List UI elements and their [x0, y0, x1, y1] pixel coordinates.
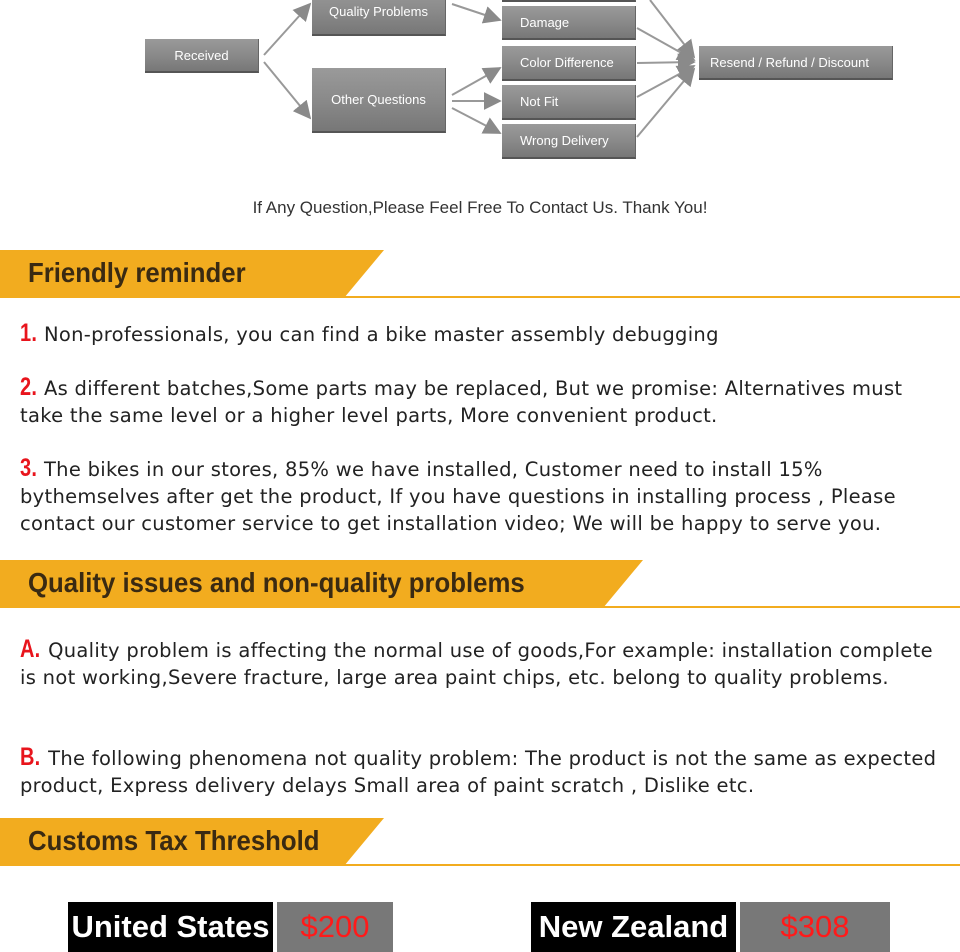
arrow-quality-damage	[452, 4, 500, 20]
section-header-customs	[0, 818, 960, 868]
arrow-color-outcome	[637, 62, 694, 63]
contact-caption: If Any Question,Please Feel Free To Contact Us. Thank You!	[252, 198, 708, 217]
arrow-other-wrong	[452, 108, 500, 133]
header-bar-slant	[603, 560, 643, 608]
arrow-received-quality	[264, 4, 310, 55]
tax-country-new-zealand: New Zealand	[531, 902, 736, 952]
item-marker: 2.	[20, 373, 38, 401]
flow-box-hidden-top	[502, 0, 636, 2]
flow-box-received: Received	[145, 39, 259, 73]
item-marker: 3.	[20, 454, 38, 482]
item-marker: A.	[20, 635, 41, 663]
quality-item-b	[20, 744, 940, 799]
item-marker: 1.	[20, 319, 38, 347]
flowchart-arrows	[0, 0, 960, 175]
flow-box-outcome: Resend / Refund / Discount	[699, 46, 893, 80]
section-title: Friendly reminder	[28, 257, 246, 288]
reminder-item-2	[20, 374, 940, 429]
tax-country-united-states: United States	[68, 902, 273, 952]
header-bar-slant	[344, 818, 384, 866]
arrow-damage-outcome	[637, 28, 694, 60]
item-text: Quality problem is affecting the normal use of goods,For example: installation complete is not working,Severe fracture, large area paint chips, etc. belong to quality problems.	[20, 639, 933, 689]
arrow-wrong-outcome	[637, 69, 694, 137]
header-bar-slant	[344, 250, 384, 298]
flow-box-not-fit: Not Fit	[502, 85, 636, 120]
item-text: Non-professionals, you can find a bike master assembly debugging	[43, 323, 719, 346]
section-title: Customs Tax Threshold	[28, 825, 320, 856]
flow-box-color-difference: Color Difference	[502, 46, 636, 81]
reminder-item-3	[20, 455, 940, 537]
arrow-other-color	[452, 68, 500, 95]
item-text: As different batches,Some parts may be replaced, But we promise: Alternatives must take the same level or a higher level parts, More convenient product.	[20, 377, 903, 427]
quality-item-a	[20, 636, 940, 691]
section-header-quality	[0, 560, 960, 610]
reminder-item-1	[20, 320, 940, 348]
flow-box-wrong-delivery: Wrong Delivery	[502, 124, 636, 159]
tax-amount-new-zealand: $308	[740, 902, 890, 952]
section-header-friendly-reminder	[0, 250, 960, 300]
flow-box-damage: Damage	[502, 6, 636, 40]
item-text: The bikes in our stores, 85% we have installed, Customer need to install 15% bythemselves after get the product, If you have questions in installing process , Please contact our customer service to get installation video; We will be happy to serve you.	[20, 458, 896, 535]
arrow-received-other	[264, 62, 310, 118]
item-text: The following phenomena not quality problem: The product is not the same as expected product, Express delivery delays Small area of paint scratch , Dislike etc.	[20, 747, 937, 797]
section-title: Quality issues and non-quality problems	[28, 567, 525, 598]
arrow-notfit-outcome	[637, 66, 694, 97]
item-marker: B.	[20, 743, 41, 771]
tax-amount-united-states: $200	[277, 902, 393, 952]
flow-box-other-questions: Other Questions	[312, 68, 446, 133]
flow-box-quality-problems: Quality Problems	[312, 0, 446, 36]
